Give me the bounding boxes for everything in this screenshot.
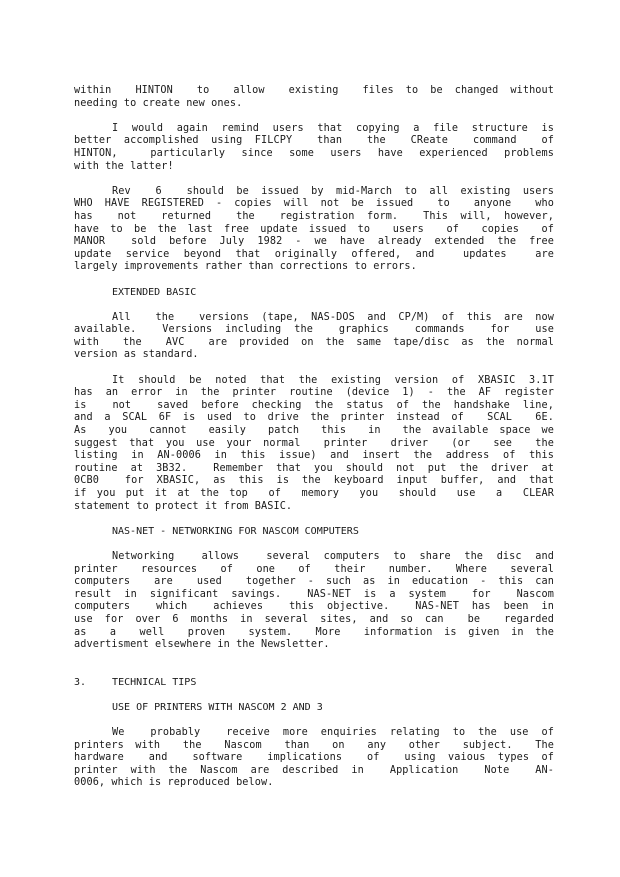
text-line: available. Versions including the graphics commands for use (74, 324, 554, 336)
text-line: hardware and software implications of using vaious types of (74, 752, 554, 764)
text-line: I would again remind users that copying a file structure is (112, 122, 554, 134)
text-line: Rev 6 should be issued by mid-March to all existing users (112, 185, 554, 197)
subheading-extended-basic: EXTENDED BASIC (112, 286, 197, 298)
text-line: needing to create new ones. (74, 97, 243, 109)
text-line: 0CB0 for XBASIC, as this is the keyboard input buffer, and that (74, 475, 554, 487)
text-line: It should be noted that the existing version of XBASIC 3.1T (112, 374, 554, 386)
text-line: All the versions (tape, NAS-DOS and CP/M) of this are now (112, 311, 554, 323)
text-line: within HINTON to allow existing files to be changed without (74, 85, 554, 96)
text-line: As you cannot easily patch this in the available space we (74, 425, 554, 437)
text-line: is not saved before checking the status of the handshake line, (74, 399, 554, 411)
text-line: has not returned the registration form. This will, however, (74, 210, 554, 222)
text-line: computers are used together - such as in education - this can (74, 576, 554, 588)
section-heading-technical-tips (74, 677, 554, 690)
text-line: Networking allows several computers to share the disc and (112, 550, 554, 562)
text-line: result in significant savings. NAS-NET is a system for Nascom (74, 588, 554, 600)
text-line: suggest that you use your normal printer driver (or see the (74, 437, 554, 449)
text-line: printers with the Nascom than on any other subject. The (74, 739, 554, 751)
text-line: with the AVC are provided on the same tape/disc as the normal (74, 336, 554, 348)
text-line: as a well proven system. More information is given in the (74, 626, 554, 638)
text-line: and a SCAL 6F is used to drive the printer instead of SCAL 6E. (74, 412, 554, 424)
paragraph-printer-enquiries (74, 727, 554, 790)
text-line: better accomplished using FILCPY than the CReate command of (74, 135, 554, 147)
text-line: HINTON, particularly since some users have experienced problems (74, 147, 554, 159)
text-line: 0006, which is reproduced below. (74, 777, 274, 789)
section-title: TECHNICAL TIPS (112, 676, 197, 688)
text-line: MANOR sold before July 1982 - we have already extended the free (74, 236, 554, 248)
paragraph-networking (74, 551, 554, 652)
section-number: 3. (74, 676, 87, 688)
text-line: printer resources of one of their number. Where several (74, 563, 554, 575)
text-line: have to be the last free update issued to users of copies of (74, 223, 554, 235)
text-line: printer with the Nascom are described in Application Note AN- (74, 764, 554, 776)
text-line: has an error in the printer routine (device 1) - the AF register (74, 387, 554, 399)
text-line: version as standard. (74, 349, 199, 361)
text-line: statement to protect it from BASIC. (74, 500, 293, 512)
text-line: largely improvements rather than corrections to errors. (74, 261, 417, 273)
paragraph-hinton-continuation (74, 85, 554, 110)
document-page (74, 85, 554, 790)
paragraph-rev6 (74, 186, 554, 274)
paragraph-xbasic-error (74, 375, 554, 514)
text-line: if you put it at the top of memory you should use a CLEAR (74, 488, 554, 499)
text-line: with the latter! (74, 160, 174, 172)
text-line: routine at 3B32. Remember that you should not put the driver at (74, 462, 554, 474)
text-line: update service beyond that originally offered, and updates are (74, 248, 554, 260)
text-line: WHO HAVE REGISTERED - copies will not be issued to anyone who (74, 198, 554, 210)
text-line: listing in AN-0006 in this issue) and insert the address of this (74, 450, 554, 462)
paragraph-versions (74, 312, 554, 362)
text-line: We probably receive more enquiries relating to the use of (112, 727, 554, 739)
text-line: advertisment elsewhere in the Newsletter. (74, 639, 330, 651)
text-line: computers which achieves this objective. NAS-NET has been in (74, 601, 554, 613)
text-line: use for over 6 months in several sites, and so can be regarded (74, 613, 554, 625)
subheading-use-of-printers: USE OF PRINTERS WITH NASCOM 2 AND 3 (112, 701, 323, 713)
paragraph-filcpy (74, 123, 554, 173)
subheading-nas-net: NAS-NET - NETWORKING FOR NASCOM COMPUTERS (112, 525, 359, 537)
